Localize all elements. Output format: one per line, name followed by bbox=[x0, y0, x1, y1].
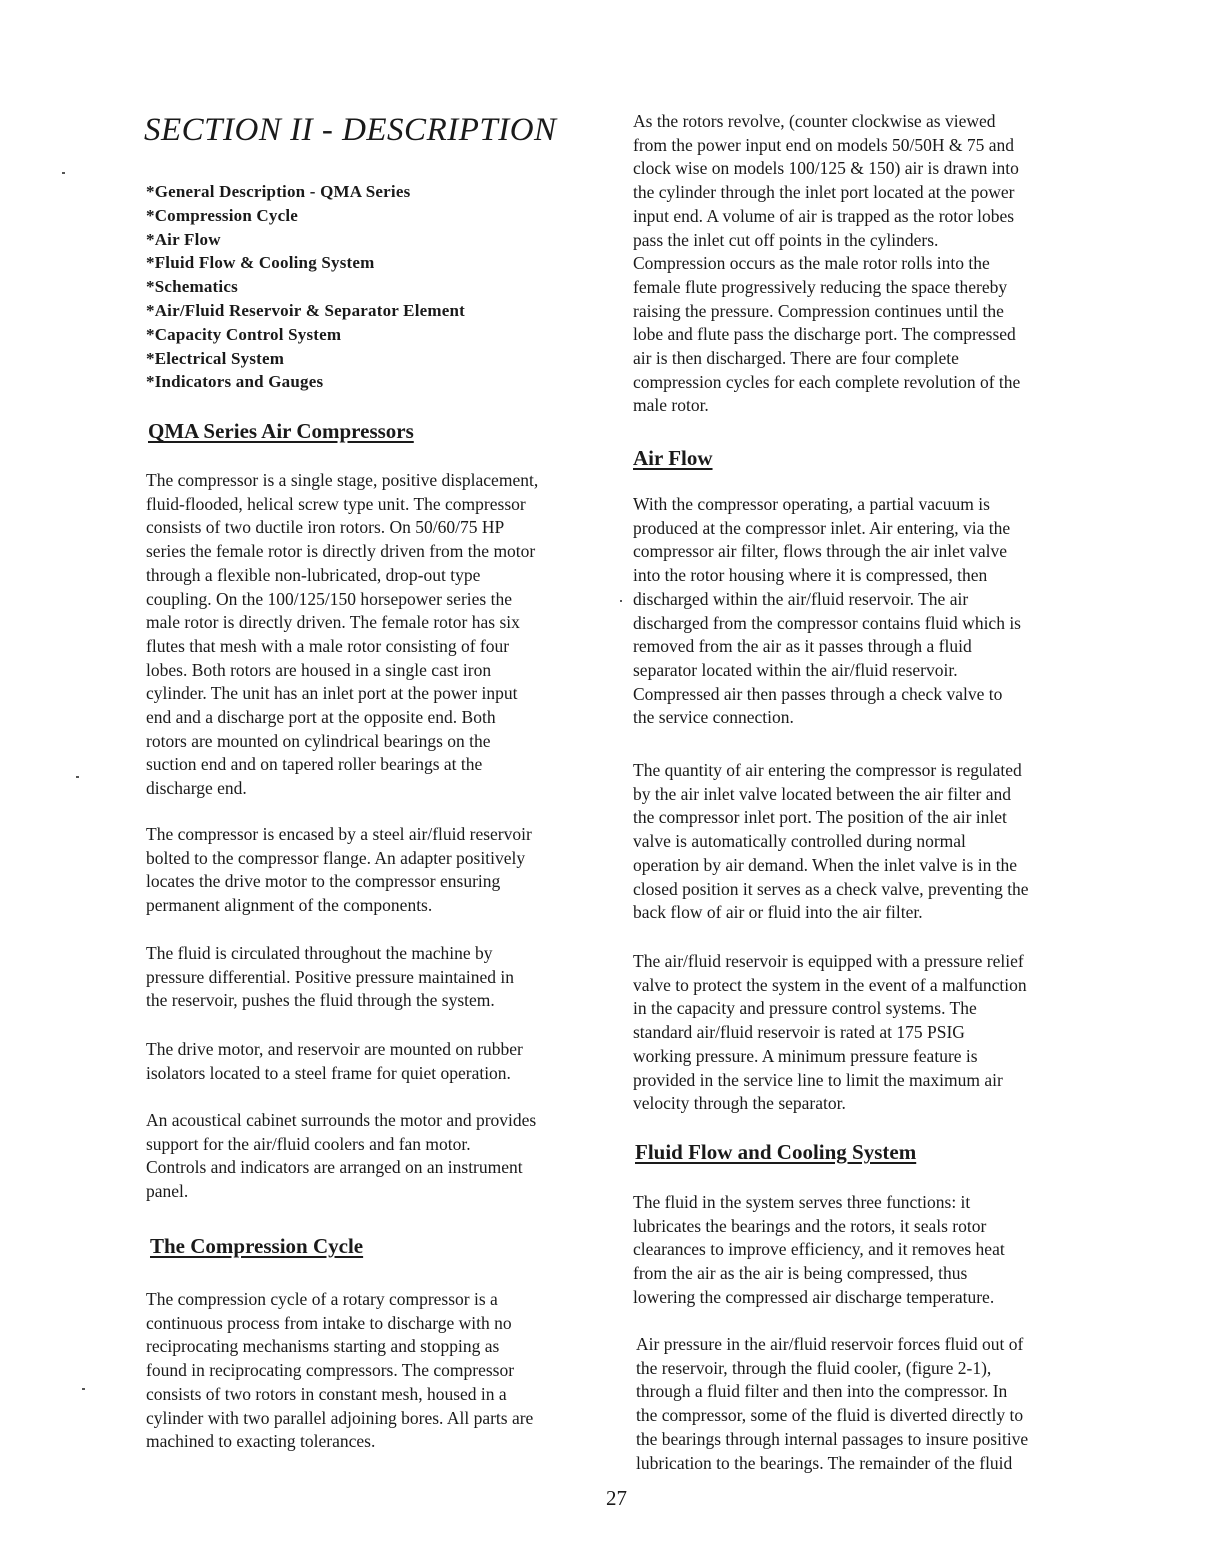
text-line: removed from the air as it passes through a fluid bbox=[633, 636, 972, 657]
text-line: The fluid is circulated throughout the machine by bbox=[146, 943, 493, 963]
text-line: suction end and on tapered roller bearings at the bbox=[146, 754, 483, 775]
text-line: produced at the compressor inlet. Air entering, via the bbox=[633, 517, 1011, 538]
toc-item: *Air Flow bbox=[146, 229, 221, 249]
text-line: input end. A volume of air is trapped as the rotor lobes bbox=[633, 205, 1015, 226]
text-line: from the air as the air is being compressed, thus bbox=[633, 1263, 968, 1284]
compression-cycle-paragraph-2 bbox=[633, 110, 1020, 418]
compression-cycle-paragraph-1 bbox=[146, 1288, 533, 1454]
qma-paragraph-2 bbox=[146, 823, 532, 918]
text-line: closed position it serves as a check valve, preventing the bbox=[633, 878, 1029, 899]
text-line: consists of two ductile iron rotors. On 50/60/75 HP bbox=[146, 517, 505, 538]
text-line: working pressure. A minimum pressure feature is bbox=[633, 1045, 978, 1066]
text-line: through a flexible non-lubricated, drop-out type bbox=[146, 564, 481, 585]
qma-paragraph-5 bbox=[146, 1109, 536, 1204]
toc-item: *Electrical System bbox=[146, 348, 285, 368]
toc-item: *General Description - QMA Series bbox=[146, 182, 411, 201]
text-line: compressor air filter, flows through the air inlet valve bbox=[633, 541, 1007, 562]
text-line: permanent alignment of the components. bbox=[146, 895, 433, 916]
text-line: by the air inlet valve located between the air filter and bbox=[633, 783, 1012, 804]
text-line: female flute progressively reducing the space thereby bbox=[633, 276, 1008, 297]
text-line: standard air/fluid reservoir is rated at 175 PSIG bbox=[633, 1022, 965, 1043]
scan-speck bbox=[62, 172, 65, 174]
text-line: As the rotors revolve, (counter clockwise as viewed bbox=[633, 111, 996, 131]
text-line: the compressor inlet port. The position of the air inlet bbox=[633, 807, 1007, 828]
fluid-flow-paragraph-2 bbox=[636, 1333, 1028, 1475]
text-line: pass the inlet cut off points in the cylinders. bbox=[633, 229, 939, 250]
scan-speck bbox=[82, 1388, 85, 1390]
text-line: fluid-flooded, helical screw type unit. The compressor bbox=[146, 493, 526, 514]
text-line: The drive motor, and reservoir are mounted on rubber bbox=[146, 1039, 523, 1059]
text-line: The compressor is a single stage, positive displacement, bbox=[146, 470, 539, 490]
text-line: clock wise on models 100/125 & 150) air is drawn into bbox=[633, 158, 1019, 179]
text-line: lobes. Both rotors are housed in a single cast iron bbox=[146, 659, 492, 680]
text-line: found in reciprocating compressors. The compressor bbox=[146, 1360, 515, 1381]
text-line: separator located within the air/fluid reservoir. bbox=[633, 659, 958, 680]
text-line: clearances to improve efficiency, and it removes heat bbox=[633, 1239, 1005, 1260]
fluid-flow-heading: Fluid Flow and Cooling System bbox=[635, 1140, 917, 1164]
text-line: the reservoir, pushes the fluid through the system. bbox=[146, 990, 495, 1011]
scan-speck bbox=[76, 776, 79, 778]
text-line: coupling. On the 100/125/150 horsepower series the bbox=[146, 588, 512, 609]
text-line: lobe and flute pass the discharge port. The compressed bbox=[633, 324, 1016, 345]
scan-speck bbox=[620, 600, 622, 602]
text-line: locates the drive motor to the compressor ensuring bbox=[146, 871, 501, 892]
page-number: 27 bbox=[606, 1486, 627, 1510]
text-line: cylinder with two parallel adjoining bores. All parts are bbox=[146, 1407, 534, 1428]
text-line: machined to exacting tolerances. bbox=[146, 1431, 376, 1452]
text-line: bolted to the compressor flange. An adapter positively bbox=[146, 847, 526, 868]
air-flow-paragraph-3 bbox=[633, 950, 1027, 1116]
text-line: velocity through the separator. bbox=[633, 1093, 846, 1114]
compression-cycle-heading: The Compression Cycle bbox=[150, 1234, 364, 1258]
air-flow-paragraph-1 bbox=[633, 493, 1021, 730]
section-contents-list bbox=[146, 180, 465, 394]
text-line: flutes that mesh with a male rotor consisting of four bbox=[146, 635, 510, 656]
text-line: the reservoir, through the fluid cooler, (figure 2-1), bbox=[636, 1357, 992, 1378]
text-line: discharged from the compressor contains fluid which is bbox=[633, 612, 1021, 633]
text-line: reciprocating mechanisms starting and stopping as bbox=[146, 1336, 500, 1357]
text-line: in the capacity and pressure control systems. The bbox=[633, 998, 977, 1019]
toc-item: *Compression Cycle bbox=[146, 205, 299, 225]
text-line: The compressor is encased by a steel air/fluid reservoir bbox=[146, 824, 532, 844]
text-line: the service connection. bbox=[633, 707, 794, 728]
qma-paragraph-1 bbox=[146, 469, 538, 801]
text-line: the cylinder through the inlet port located at the power bbox=[633, 182, 1015, 203]
text-line: The compression cycle of a rotary compressor is a bbox=[146, 1289, 498, 1309]
text-line: Air pressure in the air/fluid reservoir forces fluid out of bbox=[636, 1334, 1024, 1354]
text-line: pressure differential. Positive pressure maintained in bbox=[146, 966, 515, 987]
text-line: back flow of air or fluid into the air filter. bbox=[633, 902, 923, 923]
text-line: With the compressor operating, a partial vacuum is bbox=[633, 494, 990, 514]
text-line: valve to protect the system in the event of a malfunction bbox=[633, 974, 1027, 995]
text-line: support for the air/fluid coolers and fan motor. bbox=[146, 1133, 471, 1154]
text-line: panel. bbox=[146, 1181, 189, 1202]
text-line: air is then discharged. There are four complete bbox=[633, 348, 959, 369]
text-line: continuous process from intake to discharge with no bbox=[146, 1312, 512, 1333]
qma-series-heading: QMA Series Air Compressors bbox=[148, 419, 414, 443]
text-line: cylinder. The unit has an inlet port at the power input bbox=[146, 683, 518, 704]
text-line: An acoustical cabinet surrounds the motor and provides bbox=[146, 1110, 537, 1130]
text-line: valve is automatically controlled during normal bbox=[633, 831, 966, 852]
text-line: rotors are mounted on cylindrical bearings on the bbox=[146, 730, 491, 751]
text-line: Compressed air then passes through a check valve to bbox=[633, 683, 1003, 704]
toc-item: *Fluid Flow & Cooling System bbox=[146, 253, 375, 273]
text-line: consists of two rotors in constant mesh, housed in a bbox=[146, 1383, 507, 1404]
text-line: operation by air demand. When the inlet valve is in the bbox=[633, 854, 1018, 875]
text-line: lowering the compressed air discharge temperature. bbox=[633, 1286, 995, 1307]
text-line: through a fluid filter and then into the compressor. In bbox=[636, 1381, 1008, 1402]
text-line: the compressor, some of the fluid is diverted directly to bbox=[636, 1405, 1024, 1426]
text-line: discharged within the air/fluid reservoir. The air bbox=[633, 588, 969, 609]
text-line: The fluid in the system serves three functions: it bbox=[633, 1192, 971, 1212]
text-line: The air/fluid reservoir is equipped with a pressure relief bbox=[633, 951, 1024, 971]
text-line: lubricates the bearings and the rotors, it seals rotor bbox=[633, 1215, 987, 1236]
section-title: SECTION II - DESCRIPTION bbox=[144, 112, 557, 148]
toc-item: *Capacity Control System bbox=[146, 324, 342, 344]
air-flow-paragraph-2 bbox=[633, 759, 1029, 925]
text-line: into the rotor housing where it is compressed, then bbox=[633, 565, 988, 586]
qma-paragraph-4 bbox=[146, 1038, 523, 1085]
text-line: provided in the service line to limit the maximum air bbox=[633, 1069, 1003, 1090]
qma-paragraph-3 bbox=[146, 942, 514, 1013]
text-line: the bearings through internal passages to insure positive bbox=[636, 1428, 1029, 1449]
text-line: series the female rotor is directly driven from the motor bbox=[146, 541, 536, 562]
text-line: The quantity of air entering the compressor is regulated bbox=[633, 760, 1022, 780]
text-line: lubrication to the bearings. The remainder of the fluid bbox=[636, 1452, 1013, 1473]
toc-item: *Air/Fluid Reservoir & Separator Element bbox=[146, 300, 465, 320]
text-line: raising the pressure. Compression continues until the bbox=[633, 300, 1004, 321]
toc-item: *Indicators and Gauges bbox=[146, 372, 324, 392]
fluid-flow-paragraph-1 bbox=[633, 1191, 1005, 1310]
text-line: Controls and indicators are arranged on an instrument bbox=[146, 1157, 523, 1178]
text-line: male rotor. bbox=[633, 395, 709, 416]
text-line: discharge end. bbox=[146, 778, 247, 799]
text-line: Compression occurs as the male rotor rolls into the bbox=[633, 253, 990, 274]
text-line: from the power input end on models 50/50H & 75 and bbox=[633, 134, 1015, 155]
text-line: isolators located to a steel frame for quiet operation. bbox=[146, 1062, 511, 1083]
air-flow-heading: Air Flow bbox=[633, 446, 713, 470]
text-line: end and a discharge port at the opposite end. Both bbox=[146, 707, 496, 728]
text-line: compression cycles for each complete revolution of the bbox=[633, 371, 1021, 392]
toc-item: *Schematics bbox=[146, 277, 238, 297]
text-line: male rotor is directly driven. The female rotor has six bbox=[146, 612, 520, 633]
